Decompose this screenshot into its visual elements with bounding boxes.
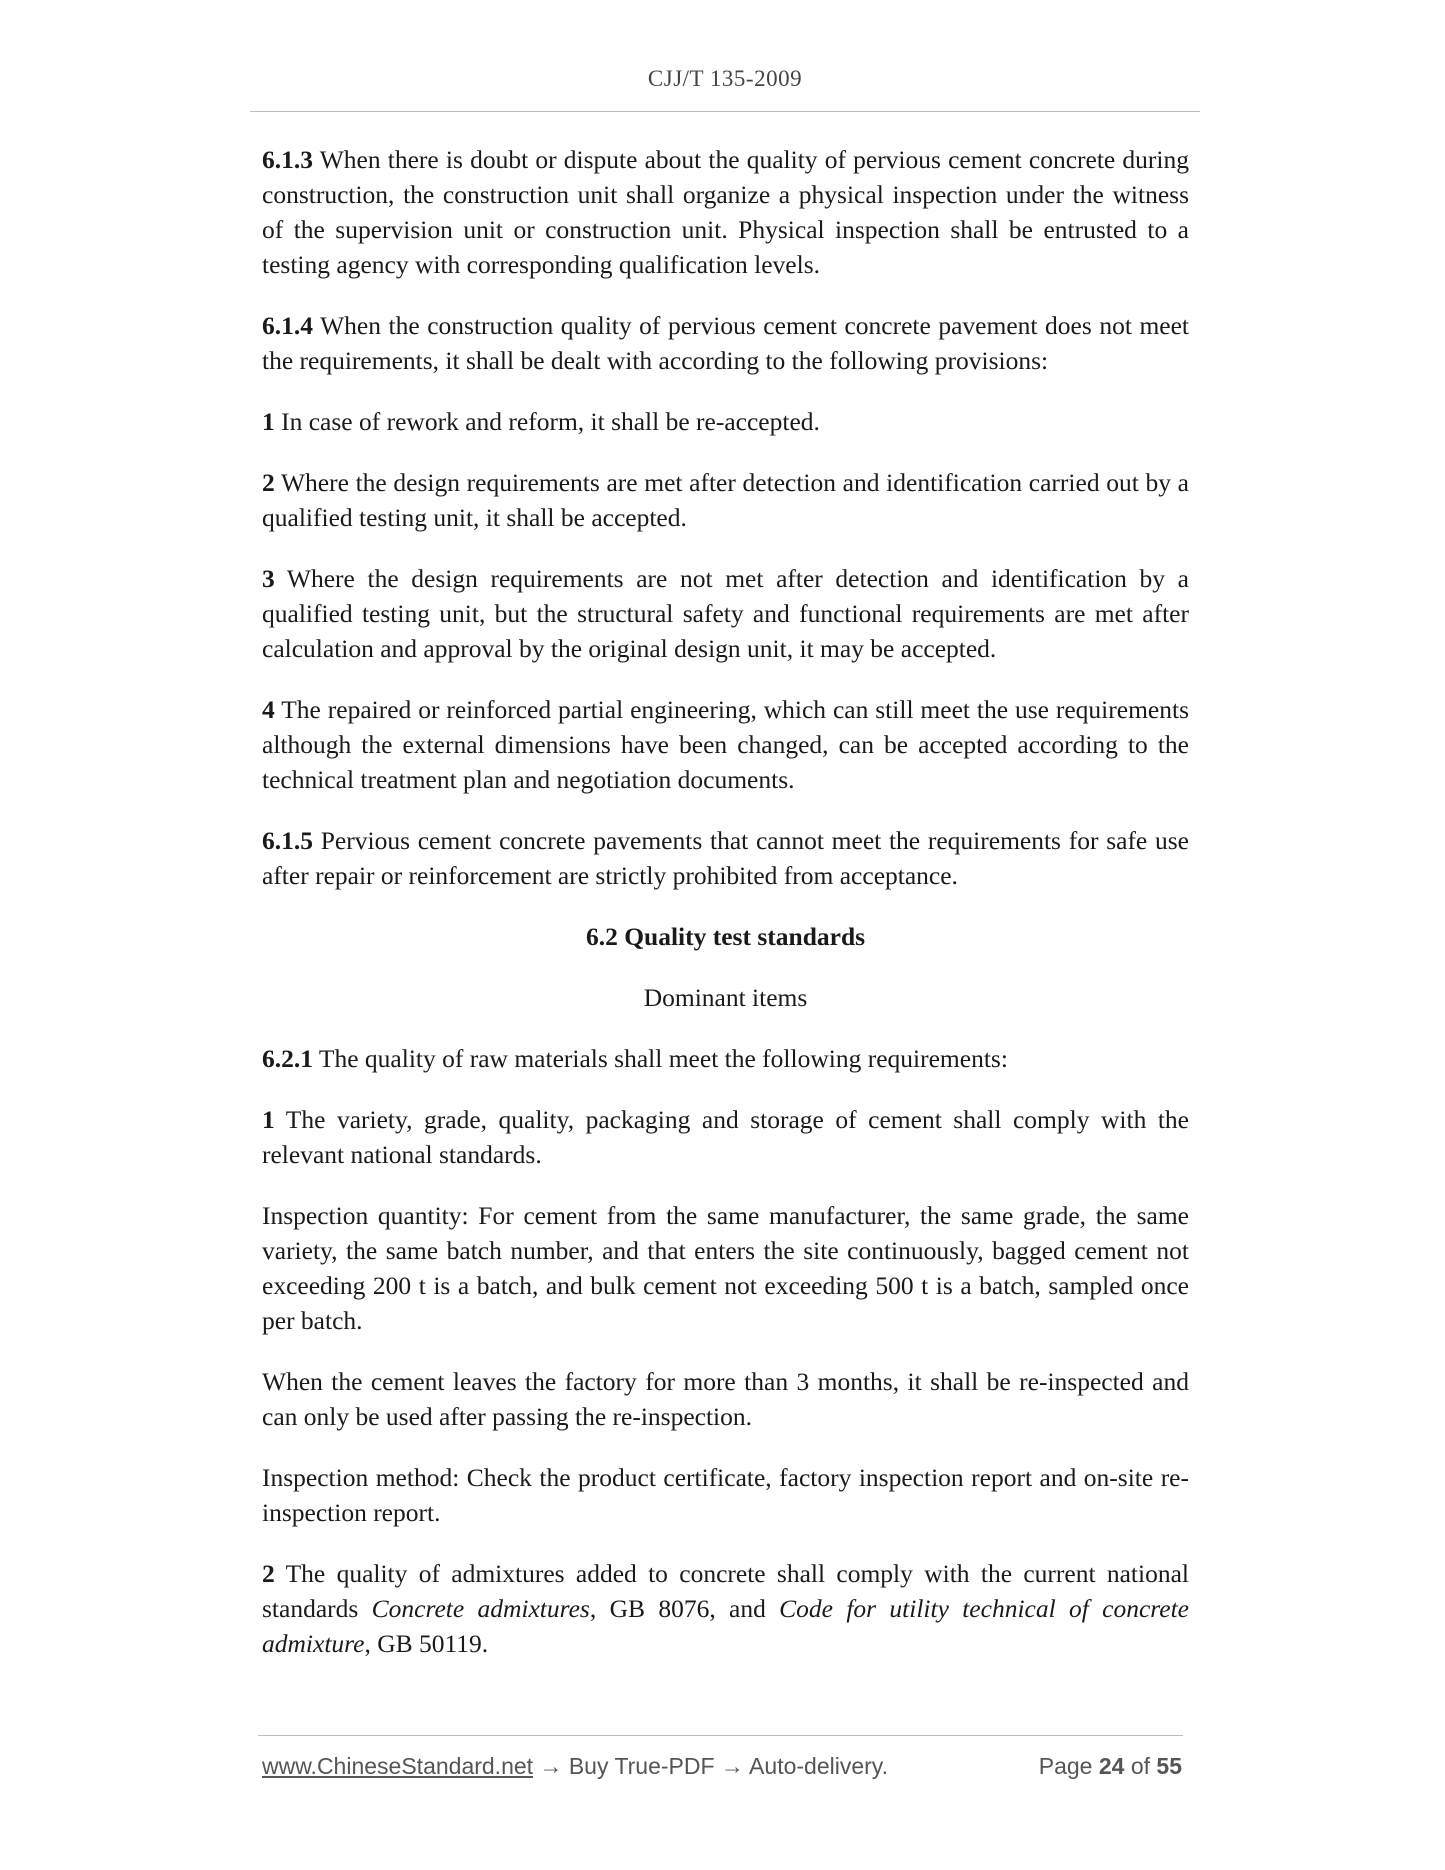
item-number: 4 bbox=[262, 695, 275, 724]
header-divider bbox=[250, 111, 1200, 112]
clause-6-1-3 bbox=[262, 142, 1189, 282]
inspection-quantity: Inspection quantity: For cement from the same manufacturer, the same grade, the same variety, the same batch number, and that enters the site continuously, bagged cement not exceeding 200 t is a batch, and bulk cement not exceeding 500 t is a batch, sampled once per batch. bbox=[262, 1201, 1189, 1335]
item-text: , GB 8076, and bbox=[589, 1594, 780, 1623]
standard-title: Code for utility technical of concrete admixture bbox=[262, 1594, 1189, 1658]
clause-6-1-4 bbox=[262, 308, 1189, 378]
provision-item-1 bbox=[262, 404, 1189, 439]
clause-text: Pervious cement concrete pavements that cannot meet the requirements for safe use after repair or reinforcement are strictly prohibited from acceptance. bbox=[262, 826, 1189, 890]
requirement-item-2 bbox=[262, 1556, 1189, 1661]
item-number: 2 bbox=[262, 1559, 275, 1588]
section-heading bbox=[262, 919, 1189, 954]
clause-6-1-5 bbox=[262, 823, 1189, 893]
footer-promo bbox=[262, 1753, 888, 1780]
item-number: 1 bbox=[262, 407, 275, 436]
clause-number: 6.1.4 bbox=[262, 311, 313, 340]
requirement-item-1 bbox=[262, 1102, 1189, 1172]
item-text: The quality of admixtures added to concrete shall comply with the current national standards bbox=[262, 1559, 1189, 1623]
footer-divider bbox=[258, 1735, 1183, 1736]
current-page: 24 bbox=[1098, 1753, 1125, 1779]
section-title: 6.2 Quality test standards bbox=[585, 922, 866, 951]
standard-title: Concrete admixtures bbox=[371, 1594, 590, 1623]
reinspection-note: When the cement leaves the factory for more than 3 months, it shall be re-inspected and can only be used after passing the re-inspection. bbox=[262, 1367, 1189, 1431]
item-text: The repaired or reinforced partial engineering, which can still meet the use requirements although the external dimensions have been changed, can be accepted according to the technical treatment plan and negotiation documents. bbox=[262, 695, 1189, 794]
item-number: 2 bbox=[262, 468, 275, 497]
document-body bbox=[262, 142, 1189, 1687]
clause-number: 6.2.1 bbox=[262, 1044, 313, 1073]
total-pages: 55 bbox=[1156, 1753, 1182, 1779]
clause-text: The quality of raw materials shall meet the following requirements: bbox=[313, 1044, 1008, 1073]
provision-item-4 bbox=[262, 692, 1189, 797]
item-text: Where the design requirements are not met after detection and identification by a qualified testing unit, but the structural safety and functional requirements are met after calculation and approval by the original design unit, it may be accepted. bbox=[262, 564, 1189, 663]
page-label: Page bbox=[1038, 1753, 1099, 1779]
clause-6-2-1 bbox=[262, 1041, 1189, 1076]
item-number: 3 bbox=[262, 564, 275, 593]
clause-number: 6.1.3 bbox=[262, 145, 313, 174]
document-code-header: CJJ/T 135-2009 bbox=[647, 66, 803, 91]
section-subheading: Dominant items bbox=[643, 983, 808, 1012]
page-indicator bbox=[1039, 1753, 1182, 1780]
clause-number: 6.1.5 bbox=[262, 826, 313, 855]
clause-text: When there is doubt or dispute about the quality of pervious cement concrete during construction, the construction unit shall organize a physical inspection under the witness of the supervision unit or construction unit. Physical inspection shall be entrusted to a testing agency with corresponding qualification levels. bbox=[262, 145, 1189, 279]
item-number: 1 bbox=[262, 1105, 275, 1134]
of-label: of bbox=[1124, 1753, 1157, 1779]
provision-item-3 bbox=[262, 561, 1189, 666]
footer-promo-text: → Buy True-PDF → Auto-delivery. bbox=[533, 1753, 888, 1779]
item-text: , GB 50119. bbox=[364, 1629, 489, 1658]
inspection-method: Inspection method: Check the product certificate, factory inspection report and on-site re-inspection report. bbox=[262, 1463, 1189, 1527]
item-text: Where the design requirements are met after detection and identification carried out by a qualified testing unit, it shall be accepted. bbox=[262, 468, 1189, 532]
provision-item-2 bbox=[262, 465, 1189, 535]
website-link[interactable]: www.ChineseStandard.net bbox=[262, 1753, 534, 1779]
item-text: The variety, grade, quality, packaging and storage of cement shall comply with the relevant national standards. bbox=[262, 1105, 1189, 1169]
clause-text: When the construction quality of pervious cement concrete pavement does not meet the requirements, it shall be dealt with according to the following provisions: bbox=[262, 311, 1189, 375]
item-text: In case of rework and reform, it shall be re-accepted. bbox=[274, 407, 820, 436]
